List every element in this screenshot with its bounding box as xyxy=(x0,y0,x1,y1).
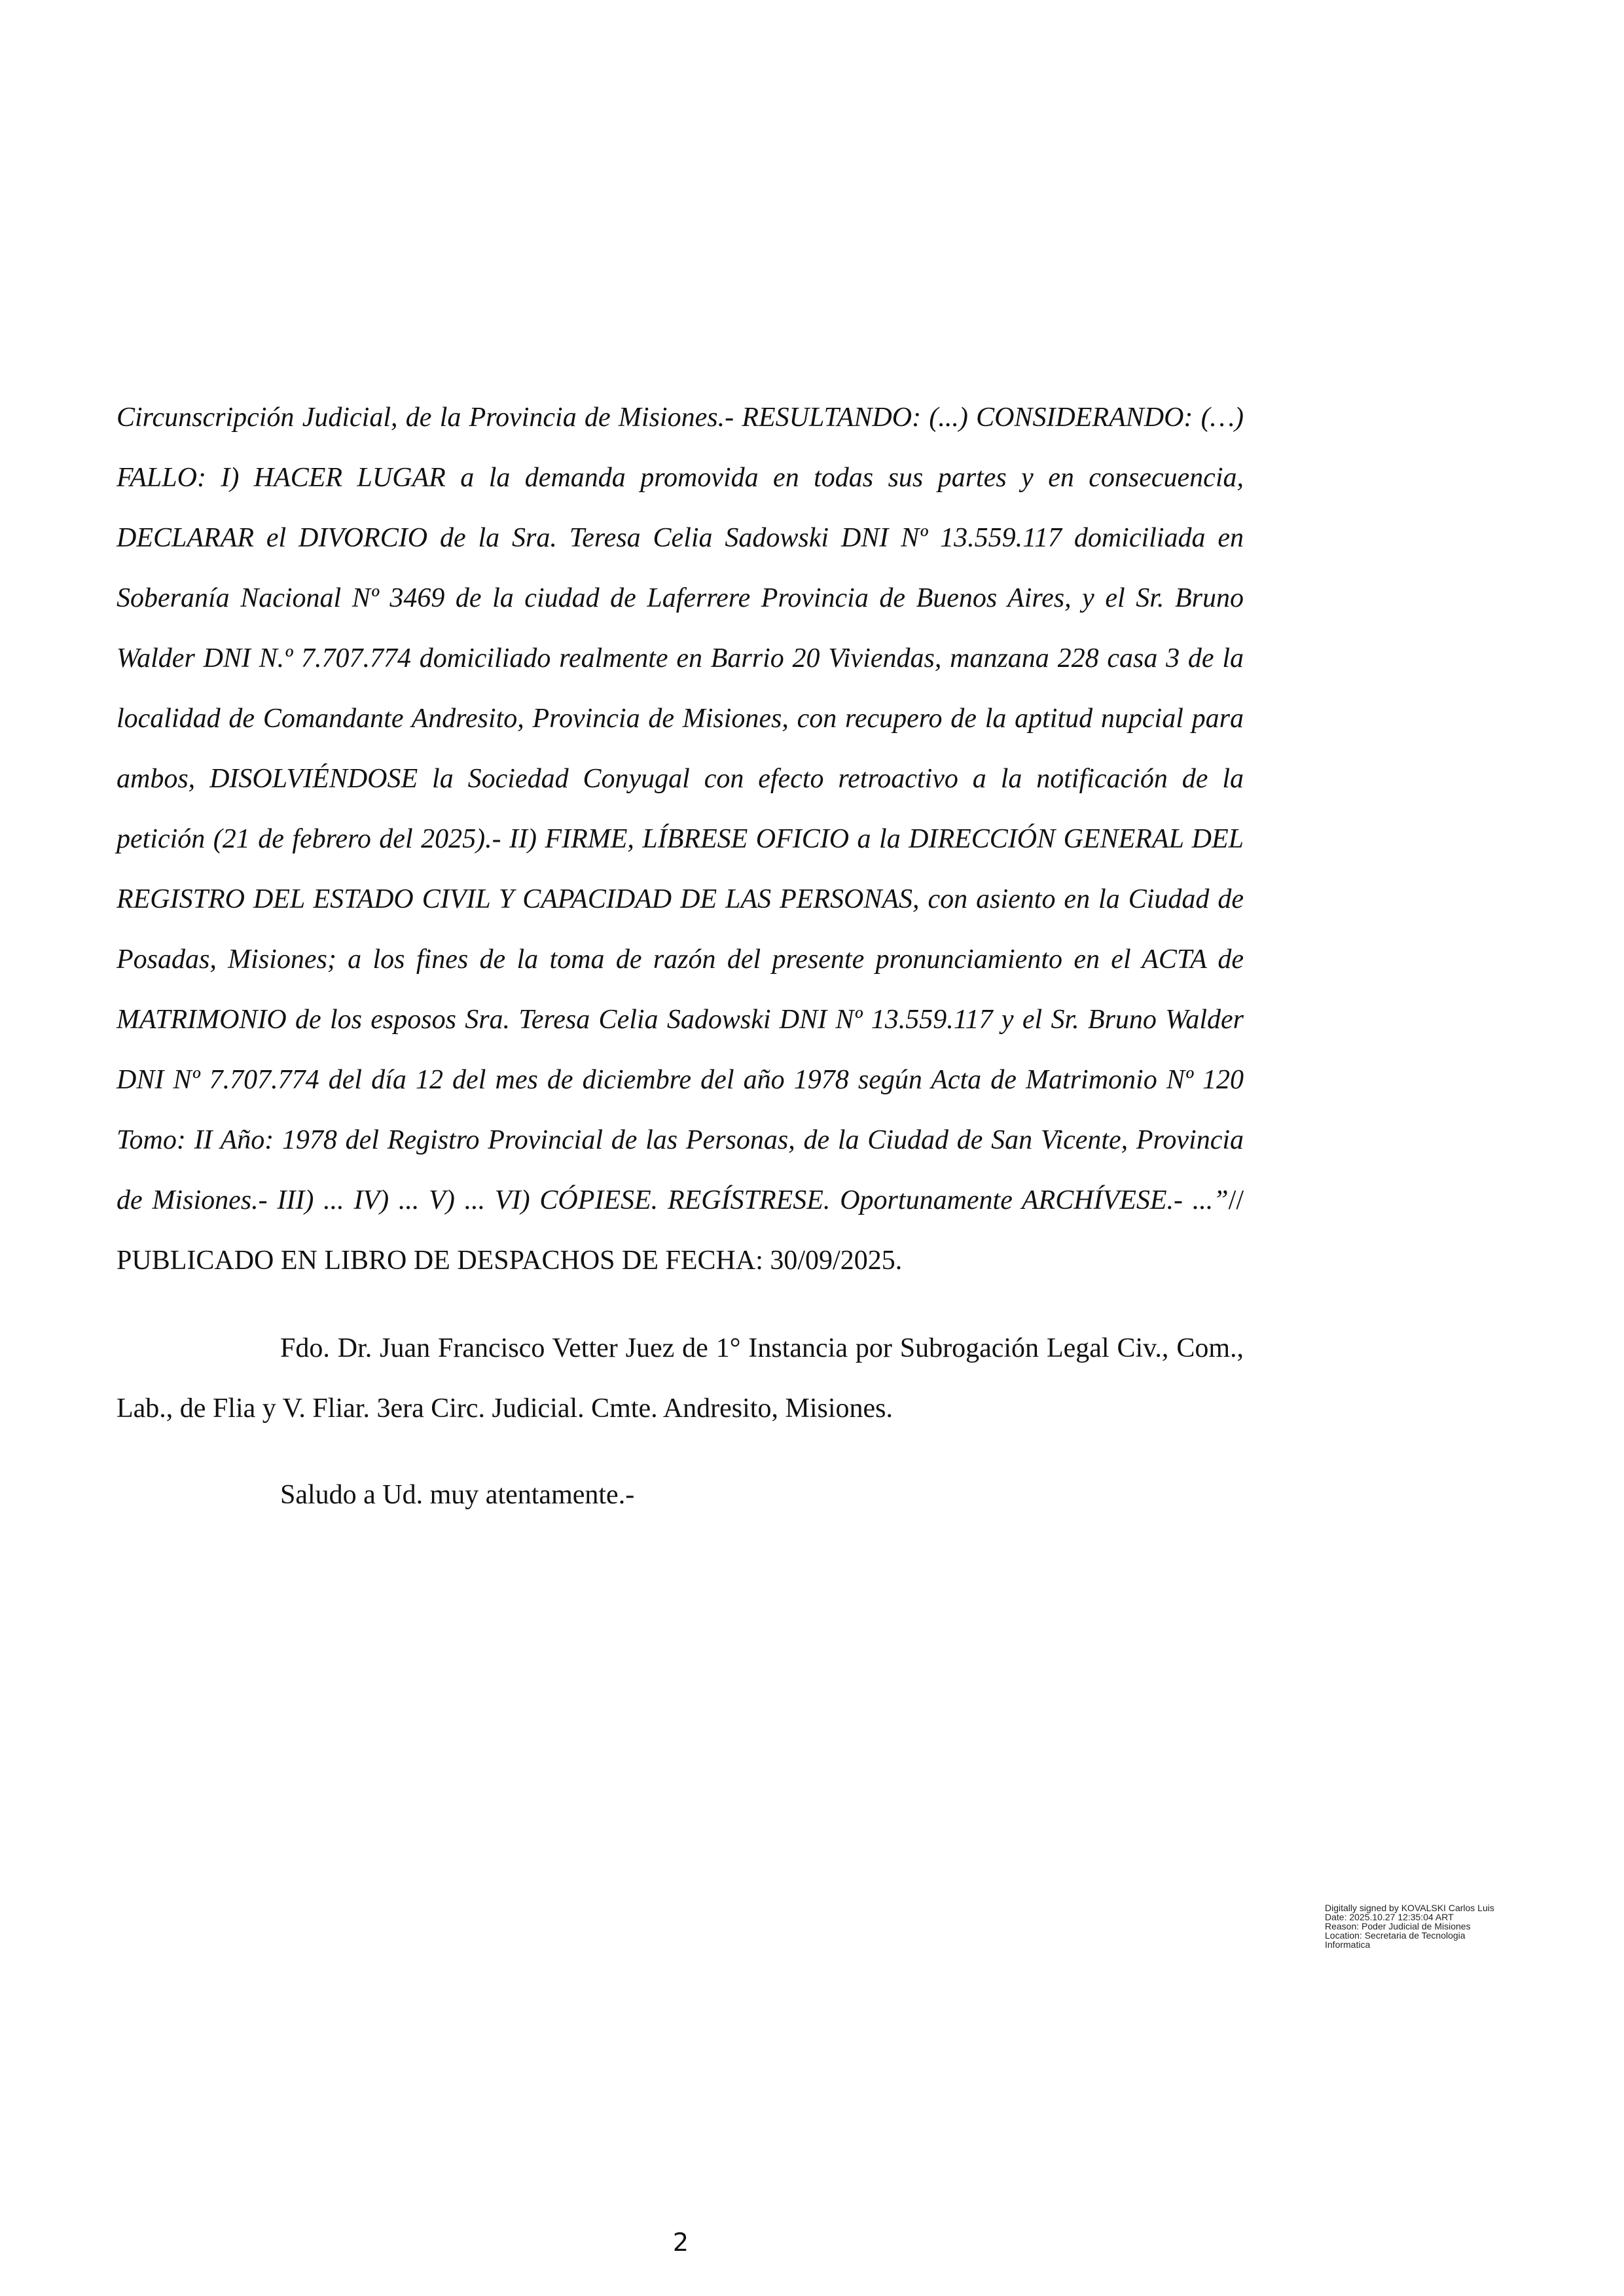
digital-signature-block xyxy=(1325,1903,1541,1949)
signature-line: Fdo. Dr. Juan Francisco Vetter Juez de 1° Instancia por Subrogación Legal Civ., Com., Lab., de Flia y V. Fliar. 3era Circ. Judicial. Cmte. Andresito, Misiones. xyxy=(117,1333,1244,1424)
publication-note: // PUBLICADO EN LIBRO DE DESPACHOS DE FECHA: 30/09/2025. xyxy=(117,1185,1244,1276)
closing-greeting: Saludo a Ud. muy atentamente.- xyxy=(280,1480,635,1510)
judgment-paragraph xyxy=(117,387,1244,1291)
document-body xyxy=(117,387,1244,1525)
digital-signature-reason: Reason: Poder Judicial de Misiones xyxy=(1325,1921,1471,1931)
digital-signature-signer: Digitally signed by KOVALSKI Carlos Luis xyxy=(1325,1903,1494,1913)
digital-signature-location-continued: Informatica xyxy=(1325,1939,1371,1950)
digital-signature-location: Location: Secretaria de Tecnologia xyxy=(1325,1930,1466,1941)
digital-signature-date: Date: 2025.10.27 12:35:04 ART xyxy=(1325,1912,1454,1922)
judgment-text: Circunscripción Judicial, de la Provincia de Misiones.- RESULTANDO: (...) CONSIDERANDO: (…) FALLO: I) HACER LUGAR a la demanda promovida en todas sus partes y en consecuencia, DECLARAR el DIVORCIO de la Sra. Teresa Celia Sadowski DNI Nº 13.559.117 domiciliada en Soberanía Nacional Nº 3469 de la ciudad de Laferrere Provincia de Buenos Aires, y el Sr. Bruno Walder DNI N.º 7.707.774 domiciliado realmente en Barrio 20 Viviendas, manzana 228 casa 3 de la localidad de Comandante Andresito, Provincia de Misiones, con recupero de la aptitud nupcial para ambos, DISOLVIÉNDOSE la Sociedad Conyugal con efecto retroactivo a la notificación de la petición (21 de febrero del 2025).- II) FIRME, LÍBRESE OFICIO a la DIRECCIÓN GENERAL DEL REGISTRO DEL ESTADO CIVIL Y CAPACIDAD DE LAS PERSONAS, con asiento en la Ciudad de Posadas, Misiones; a los fines de la toma de razón del presente pronunciamiento en el ACTA de MATRIMONIO de los esposos Sra. Teresa Celia Sadowski DNI Nº 13.559.117 y el Sr. Bruno Walder DNI Nº 7.707.774 del día 12 del mes de diciembre del año 1978 según Acta de Matrimonio Nº 120 Tomo: II Año: 1978 del Registro Provincial de las Personas, de la Ciudad de San Vicente, Provincia de Misiones.- III) ... IV) ... V) ... VI) CÓPIESE. REGÍSTRESE. Oportunamente ARCHÍVESE.- ...” xyxy=(117,403,1244,1215)
page-number: 2 xyxy=(672,2228,689,2257)
